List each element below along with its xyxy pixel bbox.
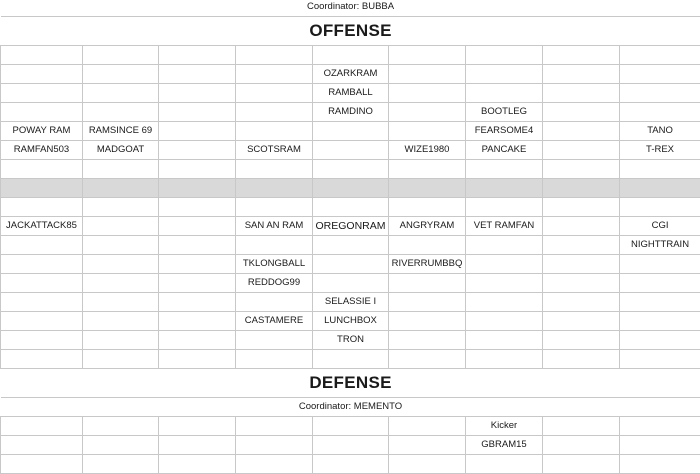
sheet-cell[interactable] [159, 455, 236, 474]
sheet-cell[interactable] [620, 84, 700, 103]
sheet-cell[interactable] [83, 455, 159, 474]
sheet-cell[interactable] [620, 417, 700, 436]
table-row [1, 331, 700, 350]
sheet-cell[interactable]: PANCAKE [466, 141, 543, 160]
sheet-cell[interactable] [1, 350, 83, 369]
sheet-cell[interactable]: GBRAM15 [466, 436, 543, 455]
sheet-cell[interactable] [620, 312, 700, 331]
sheet-cell[interactable] [236, 236, 313, 255]
sheet-cell[interactable] [83, 293, 159, 312]
sheet-cell[interactable] [236, 293, 313, 312]
sheet-cell[interactable] [159, 84, 236, 103]
sheet-cell[interactable] [389, 417, 466, 436]
sheet-cell[interactable] [236, 160, 313, 179]
sheet-cell[interactable] [313, 436, 389, 455]
sheet-cell[interactable] [389, 103, 466, 122]
sheet-cell[interactable] [543, 436, 620, 455]
sheet-cell[interactable] [1, 255, 83, 274]
sheet-cell[interactable] [543, 122, 620, 141]
sheet-cell[interactable] [543, 455, 620, 474]
sheet-cell[interactable] [236, 350, 313, 369]
sheet-cell[interactable] [83, 350, 159, 369]
sheet-cell[interactable] [466, 312, 543, 331]
sheet-cell[interactable] [389, 455, 466, 474]
sheet-cell[interactable] [83, 84, 159, 103]
sheet-cell[interactable]: TKLONGBALL [236, 255, 313, 274]
table-row [1, 417, 700, 436]
sheet-cell[interactable] [466, 160, 543, 179]
sheet-cell[interactable]: OZARKRAM [313, 65, 389, 84]
sheet-cell[interactable] [620, 274, 700, 293]
sheet-cell[interactable] [389, 198, 466, 217]
sheet-cell[interactable]: CGI [620, 217, 700, 236]
sheet-cell[interactable] [543, 179, 620, 198]
sheet-cell[interactable]: RAMSINCE 69 [83, 122, 159, 141]
sheet-cell[interactable] [83, 274, 159, 293]
sheet-cell[interactable] [466, 255, 543, 274]
sheet-cell[interactable] [620, 160, 700, 179]
sheet-cell[interactable] [543, 350, 620, 369]
sheet-cell[interactable] [236, 46, 313, 65]
sheet-cell[interactable] [466, 65, 543, 84]
sheet-cell[interactable] [620, 331, 700, 350]
sheet-cell[interactable] [1, 293, 83, 312]
sheet-cell[interactable] [83, 103, 159, 122]
sheet-cell[interactable] [159, 198, 236, 217]
section-heading[interactable]: OFFENSE [1, 17, 700, 46]
sheet-cell[interactable] [466, 198, 543, 217]
section-row [1, 369, 700, 398]
sheet-cell[interactable] [83, 46, 159, 65]
sheet-cell[interactable] [389, 274, 466, 293]
sheet-cell[interactable] [620, 436, 700, 455]
sheet-cell[interactable]: FEARSOME4 [466, 122, 543, 141]
sheet-cell[interactable] [466, 274, 543, 293]
sheet-cell[interactable] [313, 455, 389, 474]
sheet-cell[interactable]: T-REX [620, 141, 700, 160]
sheet-cell[interactable] [389, 122, 466, 141]
sheet-cell[interactable]: VET RAMFAN [466, 217, 543, 236]
sheet-cell[interactable] [389, 179, 466, 198]
sheet-cell[interactable] [236, 198, 313, 217]
sheet-cell[interactable] [159, 46, 236, 65]
sheet-cell[interactable] [159, 160, 236, 179]
sheet-cell[interactable] [236, 436, 313, 455]
sheet-cell[interactable] [159, 436, 236, 455]
sheet-cell[interactable]: Kicker [466, 417, 543, 436]
sheet-cell[interactable] [236, 455, 313, 474]
sheet-cell[interactable]: REDDOG99 [236, 274, 313, 293]
sheet-cell[interactable] [1, 46, 83, 65]
table-row [1, 236, 700, 255]
sheet-cell[interactable] [466, 236, 543, 255]
sheet-cell[interactable]: LUNCHBOX [313, 312, 389, 331]
sheet-cell[interactable] [620, 455, 700, 474]
sheet-cell[interactable] [620, 255, 700, 274]
sheet-cell[interactable] [466, 84, 543, 103]
sheet-cell[interactable] [543, 331, 620, 350]
sheet-cell[interactable] [1, 198, 83, 217]
sheet-cell[interactable] [389, 293, 466, 312]
sheet-cell[interactable] [466, 455, 543, 474]
sheet-cell[interactable] [543, 236, 620, 255]
sheet-cell[interactable] [1, 455, 83, 474]
table-row [1, 122, 700, 141]
sheet-cell[interactable] [1, 417, 83, 436]
sheet-cell[interactable] [83, 436, 159, 455]
sheet-cell[interactable] [1, 274, 83, 293]
sheet-cell[interactable] [313, 417, 389, 436]
sheet-cell[interactable] [313, 122, 389, 141]
sheet-cell[interactable] [83, 255, 159, 274]
sheet-cell[interactable] [159, 217, 236, 236]
sheet-cell[interactable] [313, 274, 389, 293]
sheet-cell[interactable]: MADGOAT [83, 141, 159, 160]
sheet-cell[interactable]: JACKATTACK85 [1, 217, 83, 236]
sheet-cell[interactable]: TRON [313, 331, 389, 350]
sheet-cell[interactable] [83, 236, 159, 255]
sheet-cell[interactable] [159, 274, 236, 293]
sheet-cell[interactable] [543, 312, 620, 331]
sheet-cell[interactable] [543, 160, 620, 179]
sheet-cell[interactable]: WIZE1980 [389, 141, 466, 160]
sheet-cell[interactable] [1, 103, 83, 122]
table-row [1, 436, 700, 455]
sheet-cell[interactable] [620, 198, 700, 217]
sheet-cell[interactable]: TANO [620, 122, 700, 141]
sheet-cell[interactable] [313, 198, 389, 217]
sheet-cell[interactable] [543, 65, 620, 84]
sheet-cell[interactable] [543, 274, 620, 293]
sheet-cell[interactable] [1, 179, 83, 198]
sheet-cell[interactable] [1, 65, 83, 84]
table-row [1, 255, 700, 274]
sheet-cell[interactable] [159, 141, 236, 160]
sheet-cell[interactable] [389, 436, 466, 455]
table-row [1, 312, 700, 331]
sheet-cell[interactable] [159, 122, 236, 141]
sheet-cell[interactable] [236, 65, 313, 84]
table-row [1, 274, 700, 293]
sheet-cell[interactable]: RAMFAN503 [1, 141, 83, 160]
sheet-cell[interactable] [236, 84, 313, 103]
sheet-cell[interactable] [159, 255, 236, 274]
sheet-cell[interactable] [620, 65, 700, 84]
sheet-cell[interactable] [389, 65, 466, 84]
sheet-cell[interactable] [543, 293, 620, 312]
table-row [1, 46, 700, 65]
sheet-cell[interactable] [236, 103, 313, 122]
table-row [1, 65, 700, 84]
sheet-cell[interactable] [1, 84, 83, 103]
sheet-cell[interactable]: SELASSIE I [313, 293, 389, 312]
sheet-cell[interactable] [159, 179, 236, 198]
sheet-cell[interactable] [83, 160, 159, 179]
sheet-cell[interactable] [159, 417, 236, 436]
sheet-cell[interactable]: ANGRYRAM [389, 217, 466, 236]
sheet-cell[interactable] [83, 331, 159, 350]
sheet-cell[interactable] [1, 331, 83, 350]
table-row [1, 141, 700, 160]
sheet-cell[interactable] [236, 122, 313, 141]
sheet-cell[interactable] [620, 46, 700, 65]
table-row [1, 293, 700, 312]
sheet-cell[interactable] [83, 179, 159, 198]
sheet-cell[interactable] [1, 160, 83, 179]
sheet-cell[interactable] [83, 65, 159, 84]
sheet-cell[interactable]: NIGHTTRAIN [620, 236, 700, 255]
sheet-cell[interactable]: RAMDINO [313, 103, 389, 122]
section-row [1, 17, 700, 46]
sheet-cell[interactable] [236, 179, 313, 198]
separator-row [1, 179, 700, 198]
sheet-cell[interactable] [1, 236, 83, 255]
sheet-cell[interactable] [543, 255, 620, 274]
sheet-cell[interactable] [313, 350, 389, 369]
sheet-cell[interactable]: SCOTSRAM [236, 141, 313, 160]
sheet-cell[interactable] [313, 255, 389, 274]
sheet-cell[interactable]: SAN AN RAM [236, 217, 313, 236]
sheet-cell[interactable] [389, 350, 466, 369]
sheet-cell[interactable] [1, 312, 83, 331]
sheet-cell[interactable] [543, 198, 620, 217]
sheet-cell[interactable] [159, 103, 236, 122]
sheet-cell[interactable] [543, 46, 620, 65]
sheet-cell[interactable] [389, 236, 466, 255]
sheet-cell[interactable] [389, 84, 466, 103]
sheet-cell[interactable] [1, 436, 83, 455]
sheet-cell[interactable] [389, 46, 466, 65]
sheet-cell[interactable] [313, 46, 389, 65]
section-row [1, 0, 700, 17]
table-row [1, 350, 700, 369]
sheet-cell[interactable]: RIVERRUMBBQ [389, 255, 466, 274]
table-row [1, 160, 700, 179]
sheet-cell[interactable] [159, 331, 236, 350]
coordinator-label[interactable]: Coordinator: MEMENTO [1, 398, 700, 417]
sheet-cell[interactable] [466, 179, 543, 198]
coordinator-label[interactable]: Coordinator: BUBBA [1, 0, 700, 17]
sheet-cell[interactable] [389, 331, 466, 350]
sheet-cell[interactable] [620, 103, 700, 122]
sheet-cell[interactable]: CASTAMERE [236, 312, 313, 331]
table-row [1, 455, 700, 474]
sheet-cell[interactable] [466, 46, 543, 65]
sheet-cell[interactable] [83, 198, 159, 217]
sheet-cell[interactable]: POWAY RAM [1, 122, 83, 141]
sheet-cell[interactable] [543, 217, 620, 236]
sheet-cell[interactable] [159, 312, 236, 331]
sheet-cell[interactable] [543, 141, 620, 160]
sheet-cell[interactable] [83, 217, 159, 236]
sheet-cell[interactable] [389, 312, 466, 331]
sheet-cell[interactable] [543, 417, 620, 436]
sheet-cell[interactable] [83, 312, 159, 331]
sheet-cell[interactable] [466, 293, 543, 312]
sheet-cell[interactable] [159, 65, 236, 84]
sheet-cell[interactable] [543, 84, 620, 103]
table-row [1, 84, 700, 103]
sheet-cell[interactable] [159, 236, 236, 255]
section-heading[interactable]: DEFENSE [1, 369, 700, 398]
sheet-cell[interactable] [236, 331, 313, 350]
sheet-cell[interactable]: OREGONRAM [313, 217, 389, 236]
sheet-cell[interactable] [159, 293, 236, 312]
sheet-cell[interactable]: BOOTLEG [466, 103, 543, 122]
sheet-cell[interactable] [83, 417, 159, 436]
table-row [1, 103, 700, 122]
sheet-cell[interactable] [313, 141, 389, 160]
sheet-cell[interactable] [313, 236, 389, 255]
sheet-cell[interactable] [313, 160, 389, 179]
sheet-cell[interactable] [620, 350, 700, 369]
sheet-cell[interactable] [236, 417, 313, 436]
sheet-body [1, 0, 700, 474]
sheet-cell[interactable] [620, 293, 700, 312]
sheet-cell[interactable] [620, 179, 700, 198]
sheet-cell[interactable] [159, 350, 236, 369]
sheet-cell[interactable] [313, 179, 389, 198]
sheet-cell[interactable] [466, 331, 543, 350]
sheet-cell[interactable] [389, 160, 466, 179]
sheet-cell[interactable]: RAMBALL [313, 84, 389, 103]
table-row [1, 217, 700, 236]
sheet-cell[interactable] [543, 103, 620, 122]
table-row [1, 198, 700, 217]
section-row [1, 398, 700, 417]
sheet-cell[interactable] [466, 350, 543, 369]
